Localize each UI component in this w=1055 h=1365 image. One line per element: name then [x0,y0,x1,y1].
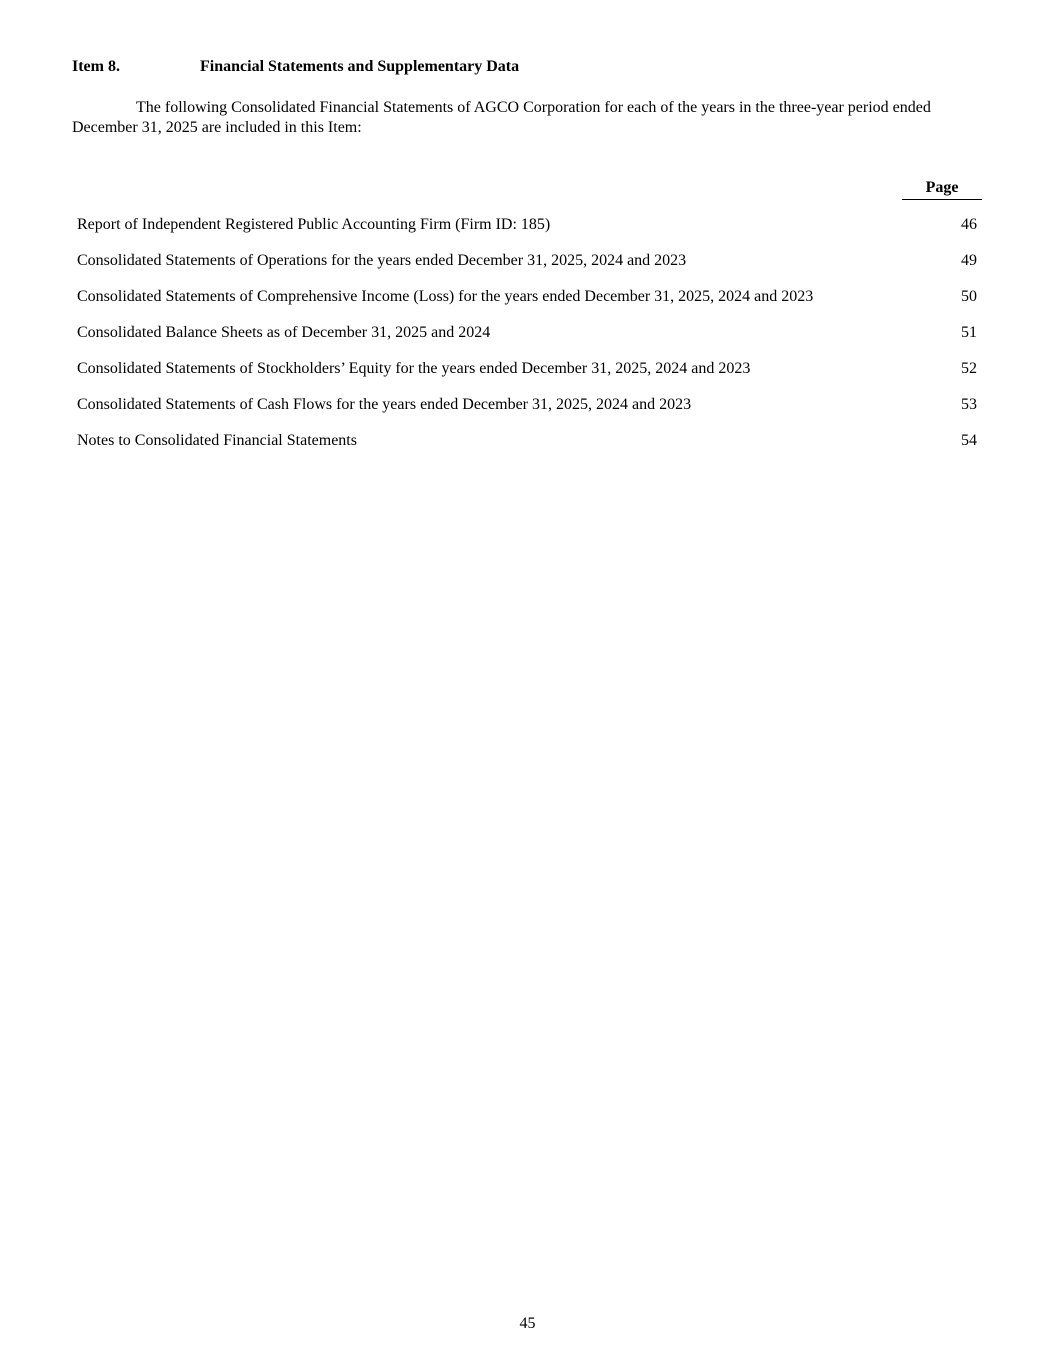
page-column-header: Page [902,178,982,200]
toc-entry-page: 53 [961,396,977,413]
toc-entry-page: 54 [961,432,977,449]
section-title: Financial Statements and Supplementary Data [200,58,520,75]
page-number: 45 [519,1315,536,1332]
toc-entry [72,382,982,418]
toc-entry-title: Notes to Consolidated Financial Statements [77,432,357,449]
toc-entry-page: 46 [961,216,977,233]
toc-entry-title: Consolidated Balance Sheets as of December 31, 2025 and 2024 [77,324,491,341]
toc-header [72,178,982,202]
table-of-contents [72,178,982,454]
toc-entry-page: 50 [961,288,977,305]
item-number: Item 8. [72,58,120,75]
toc-entry [72,418,982,454]
toc-entry-page: 49 [961,252,977,269]
toc-entry-title: Consolidated Statements of Stockholders’ Equity for the years ended December 31, 2025, 2024 and 2023 [77,360,751,377]
toc-entry [72,310,982,346]
toc-entry-title: Consolidated Statements of Operations for the years ended December 31, 2025, 2024 and 2023 [77,252,687,269]
toc-entry-title: Consolidated Statements of Comprehensive Income (Loss) for the years ended December 31, 2025, 2024 and 2023 [77,288,814,305]
intro-paragraph: The following Consolidated Financial Statements of AGCO Corporation for each of the years in the three-year period ended December 31, 2025 are included in this Item: [72,99,931,136]
toc-entry [72,238,982,274]
section-heading [72,57,519,77]
toc-entry-title: Report of Independent Registered Public Accounting Firm (Firm ID: 185) [77,216,551,233]
toc-entry [72,202,982,238]
toc-entry [72,274,982,310]
toc-entry-page: 52 [961,360,977,377]
toc-entry [72,346,982,382]
toc-entry-title: Consolidated Statements of Cash Flows for the years ended December 31, 2025, 2024 and 2023 [77,396,692,413]
toc-entry-page: 51 [961,324,977,341]
